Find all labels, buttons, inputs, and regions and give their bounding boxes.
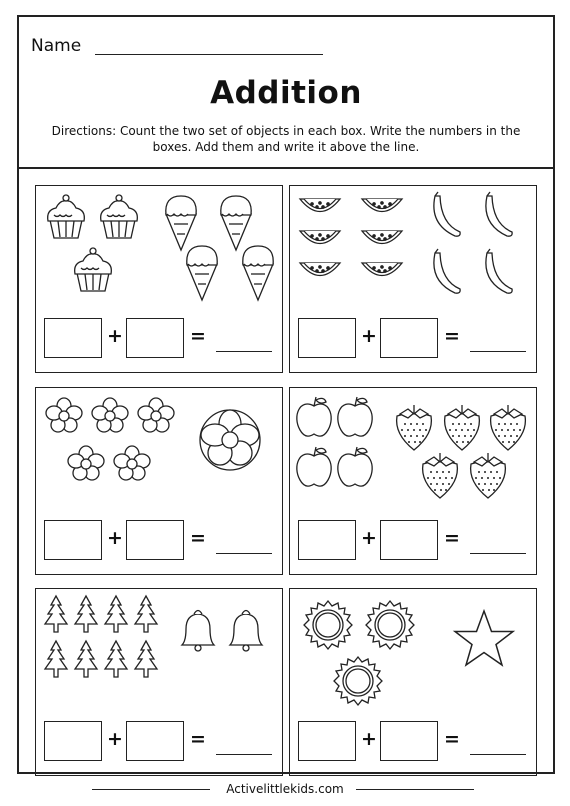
second-count-box[interactable] — [126, 520, 184, 560]
sun-icon — [366, 601, 414, 649]
apple-icon — [338, 447, 372, 486]
header-divider — [19, 167, 553, 169]
plus-sign: + — [361, 728, 377, 750]
banana-icon — [434, 249, 460, 293]
apple-icon — [297, 397, 331, 436]
first-count-box[interactable] — [44, 520, 102, 560]
flower-icon — [46, 398, 82, 432]
second-count-box[interactable] — [380, 721, 438, 761]
second-count-box[interactable] — [380, 520, 438, 560]
watermelon-icon — [300, 199, 340, 212]
flower-icon — [138, 398, 174, 432]
equals-sign: = — [444, 325, 460, 347]
pine-tree-icon — [105, 596, 127, 632]
problem-panel-2 — [289, 185, 537, 373]
ice-cream-icon — [221, 196, 251, 250]
banana-icon — [486, 249, 512, 293]
second-count-box[interactable] — [380, 318, 438, 358]
ice-cream-icon — [166, 196, 196, 250]
banana-icon — [434, 192, 460, 236]
watermelon-icon — [362, 199, 402, 212]
bell-icon — [182, 611, 214, 652]
equals-sign: = — [444, 527, 460, 549]
ice-cream-icon — [187, 246, 217, 300]
first-count-box[interactable] — [298, 318, 356, 358]
flower-icon — [92, 398, 128, 432]
banana-icon — [486, 192, 512, 236]
sun-icon — [334, 657, 382, 705]
name-write-line[interactable] — [95, 54, 323, 55]
strawberry-icon — [491, 405, 526, 450]
pine-tree-icon — [75, 641, 97, 677]
plus-sign: + — [361, 325, 377, 347]
pine-tree-icon — [45, 596, 67, 632]
watermelon-icon — [362, 263, 402, 276]
page-title: Addition — [210, 75, 362, 111]
strawberry-icon — [471, 453, 506, 498]
watermelon-icon — [300, 263, 340, 276]
equals-sign: = — [190, 325, 206, 347]
pinwheel-flower-icon — [200, 410, 260, 470]
plus-sign: + — [107, 527, 123, 549]
problem-panel-3 — [35, 387, 283, 575]
second-count-box[interactable] — [126, 721, 184, 761]
equals-sign: = — [190, 527, 206, 549]
pine-tree-icon — [135, 596, 157, 632]
cupcake-icon — [48, 195, 85, 238]
ice-cream-icon — [243, 246, 273, 300]
strawberry-icon — [397, 405, 432, 450]
pine-tree-icon — [105, 641, 127, 677]
first-count-box[interactable] — [44, 721, 102, 761]
strawberry-icon — [445, 405, 480, 450]
star-icon — [455, 611, 513, 665]
problem-panel-6 — [289, 588, 537, 776]
footer — [0, 779, 570, 799]
sum-answer-line[interactable] — [470, 754, 526, 755]
apple-icon — [338, 397, 372, 436]
name-label: Name — [31, 36, 82, 56]
apple-icon — [297, 447, 331, 486]
strawberry-icon — [423, 453, 458, 498]
sum-answer-line[interactable] — [470, 351, 526, 352]
problem-panel-1 — [35, 185, 283, 373]
plus-sign: + — [361, 527, 377, 549]
equals-sign: = — [444, 728, 460, 750]
first-count-box[interactable] — [298, 520, 356, 560]
plus-sign: + — [107, 728, 123, 750]
footer-website: Activelittlekids.com — [226, 782, 344, 796]
footer-rule-right — [356, 789, 474, 790]
second-count-box[interactable] — [126, 318, 184, 358]
sum-answer-line[interactable] — [216, 351, 272, 352]
directions-text: Directions: Count the two set of objects in each box. Write the numbers in the boxes. Add them and write it above the line. — [51, 124, 521, 154]
sum-answer-line[interactable] — [216, 754, 272, 755]
watermelon-icon — [362, 231, 402, 244]
pine-tree-icon — [45, 641, 67, 677]
cupcake-icon — [75, 248, 112, 291]
sum-answer-line[interactable] — [216, 553, 272, 554]
problem-panel-5 — [35, 588, 283, 776]
flower-icon — [114, 446, 150, 480]
equals-sign: = — [190, 728, 206, 750]
flower-icon — [68, 446, 104, 480]
watermelon-icon — [300, 231, 340, 244]
pine-tree-icon — [75, 596, 97, 632]
first-count-box[interactable] — [298, 721, 356, 761]
sum-answer-line[interactable] — [470, 553, 526, 554]
cupcake-icon — [101, 195, 138, 238]
bell-icon — [230, 611, 262, 652]
first-count-box[interactable] — [44, 318, 102, 358]
problem-panel-4 — [289, 387, 537, 575]
plus-sign: + — [107, 325, 123, 347]
sun-icon — [304, 601, 352, 649]
pine-tree-icon — [135, 641, 157, 677]
